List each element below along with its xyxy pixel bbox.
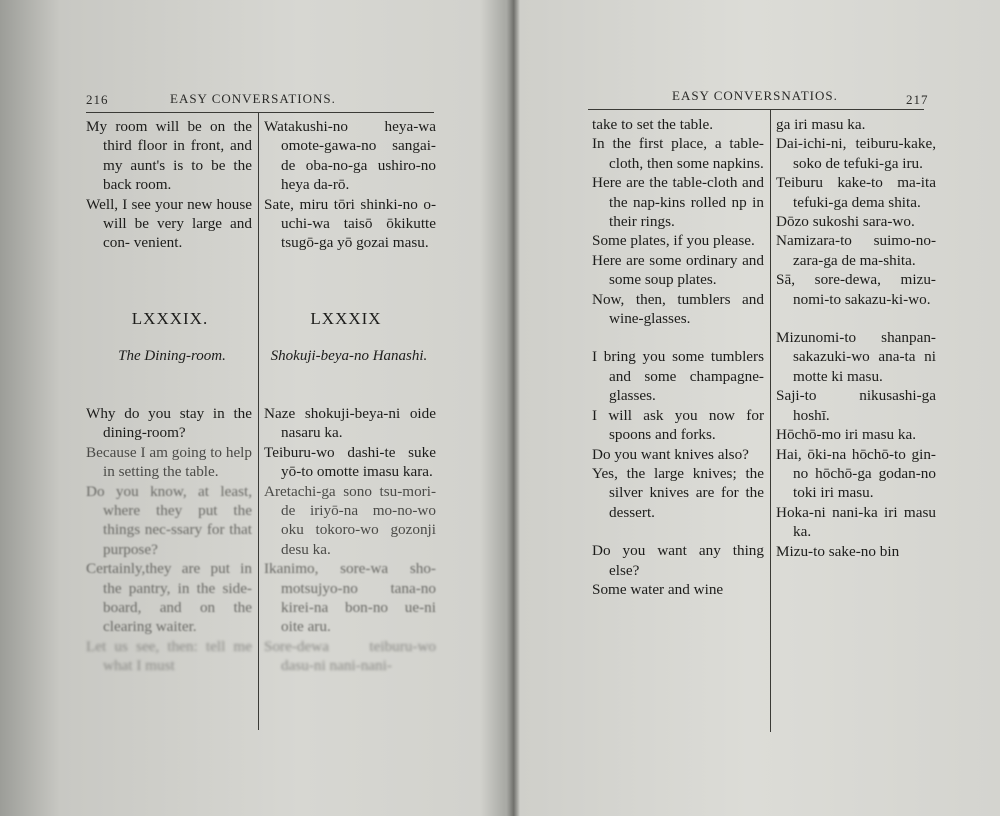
japanese-entry: ga iri masu ka. <box>776 116 866 133</box>
japanese-entry: Naze shokuji-beya-ni oide nasaru ka. <box>264 405 436 442</box>
english-entry: Certainly,they are put in the pantry, in the side-board, and on the clearing waiter. <box>86 560 252 636</box>
japanese-entry: Mizu-to sake-no bin <box>776 542 900 560</box>
lesson-title-english: The Dining-room. <box>118 348 226 364</box>
running-head: EASY CONVERSNATIOS. <box>672 88 838 103</box>
english-entry: Do you know, at least, where they put the things nec-ssary for that purpose? <box>86 482 252 558</box>
page-number: 216 <box>86 92 109 107</box>
english-entry: Well, I see your new house will be very large and con- venient. <box>86 195 252 252</box>
english-entry: Do you want knives also? <box>592 445 749 463</box>
english-entry: I bring you some tumblers and some champagne-glasses. <box>592 348 764 405</box>
english-entry: Let us see, then: tell me what I must <box>86 637 252 675</box>
japanese-entry: Namizara-to suimo-no-zara-ga de ma-shita. <box>776 232 936 269</box>
english-column-bottom <box>86 404 252 676</box>
japanese-column-top <box>264 117 436 253</box>
lesson-title-japanese: Shokuji-beya-no Hanashi. <box>270 348 428 364</box>
english-entry: Some water and wine <box>592 580 724 598</box>
running-head: EASY CONVERSATIONS. <box>170 91 336 106</box>
japanese-entry: Ikanimo, sore-wa sho-motsujyo-no tana-no kirei-na bon-no ue-ni oite aru. <box>264 560 436 636</box>
english-column <box>592 115 764 599</box>
japanese-entry: Teiburu kake-to ma-ita tefuki-ga dema shita. <box>776 174 936 211</box>
english-entry: Yes, the large knives; the silver knives are for the dessert. <box>592 464 764 521</box>
japanese-entry: Sate, miru tōri shinki-no o-uchi-wa taisō ōkikutte tsugō-ga yō gozai masu. <box>264 195 436 252</box>
japanese-entry: Saji-to nikusashi-ga hoshī. <box>776 387 936 424</box>
japanese-entry: Hai, ōki-na hōchō-to gin-no hōchō-ga godan-no toki iri masu. <box>776 445 936 502</box>
column-divider <box>770 110 771 732</box>
japanese-entry: Dai-ichi-ni, teiburu-kake, soko de tefuki-ga iru. <box>776 135 936 172</box>
japanese-column-bottom <box>264 404 436 676</box>
english-entry: take to set the table. <box>592 116 714 133</box>
english-entry: Here are some ordinary and some soup plates. <box>592 251 764 289</box>
english-entry: Now, then, tumblers and wine-glasses. <box>592 290 764 328</box>
header-rule <box>86 112 434 113</box>
column-divider <box>258 113 259 730</box>
english-entry: I will ask you now for spoons and forks. <box>592 406 764 444</box>
english-entry: My room will be on the third floor in front, and my aunt's is to be the back room. <box>86 118 252 194</box>
english-entry: Here are the table-cloth and the nap-kins rolled np in their rings. <box>592 174 764 231</box>
english-entry: Why do you stay in the dining-room? <box>86 405 252 442</box>
japanese-entry: Hōchō-mo iri masu ka. <box>776 426 917 444</box>
japanese-entry: Dōzo sukoshi sara-wo. <box>776 213 915 231</box>
japanese-entry: Sā, sore-dewa, mizu-nomi-to sakazu-ki-wo. <box>776 271 936 308</box>
japanese-entry: Teiburu-wo dashi-te suke yō-to omotte imasu kara. <box>264 443 436 481</box>
header-rule <box>588 109 924 110</box>
english-entry: Because I am going to help in setting the table. <box>86 443 252 481</box>
japanese-entry: Watakushi-no heya-wa omote-gawa-no sangai-de oba-no-ga ushiro-no heya da-rō. <box>264 118 436 194</box>
english-entry: Do you want any thing else? <box>592 542 764 579</box>
lesson-number-english: LXXXIX. <box>131 309 209 328</box>
lesson-number-japanese: LXXXIX <box>310 309 382 328</box>
english-entry: Some plates, if you please. <box>592 232 755 250</box>
english-column-top <box>86 117 252 253</box>
page-number: 217 <box>906 92 929 107</box>
right-page <box>516 0 1000 816</box>
japanese-column <box>776 115 936 561</box>
english-entry: In the first place, a table-cloth, then some napkins. <box>592 135 764 172</box>
japanese-entry: Aretachi-ga sono tsu-mori-de iriyō-na mo-no-wo oku tokoro-wo gozonji desu ka. <box>264 482 436 558</box>
japanese-entry: Hoka-ni nani-ka iri masu ka. <box>776 503 936 541</box>
japanese-entry: Sore-dewa teiburu-wo dasu-ni nani-nani- <box>264 637 436 675</box>
japanese-entry: Mizunomi-to shanpan-sakazuki-wo ana-ta ni motte ki masu. <box>776 329 936 385</box>
